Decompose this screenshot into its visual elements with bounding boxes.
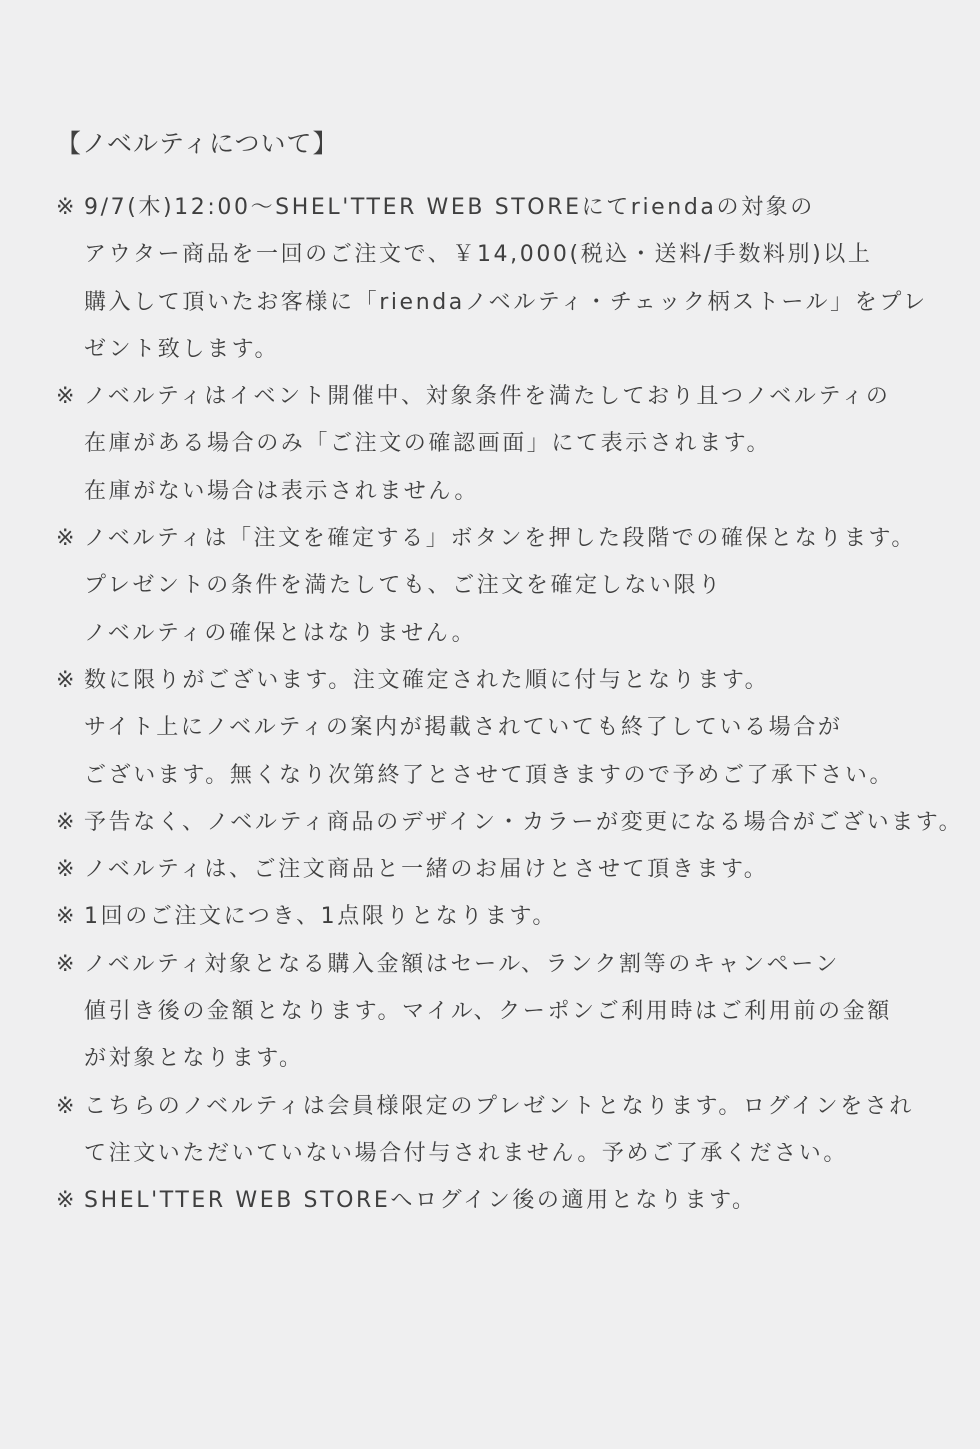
- note-mark: ※: [56, 526, 75, 552]
- notice-line: て注文いただいていない場合付与されません。予めご了承ください。: [84, 1140, 848, 1166]
- notice-line: 予告なく、ノベルティ商品のデザイン・カラーが変更になる場合がございます。: [84, 809, 964, 835]
- note-mark: ※: [56, 857, 75, 883]
- note-mark: ※: [56, 195, 75, 220]
- notice-item: [56, 184, 950, 373]
- note-mark: ※: [56, 809, 75, 835]
- notice-item-text: [84, 1177, 757, 1224]
- notice-line: ございます。無くなり次第終了とさせて頂きますので予めご了承下さい。: [84, 762, 895, 788]
- notice-item: [56, 941, 950, 1083]
- notice-line: ノベルティの確保とはなりません。: [84, 620, 477, 646]
- notice-line: ノベルティは、ご注文商品と一緒のお届けとさせて頂きます。: [84, 857, 769, 883]
- note-mark: ※: [56, 951, 75, 977]
- notice-list: [56, 184, 964, 1225]
- notice-item-text: [84, 515, 916, 657]
- notice-item: [56, 515, 950, 657]
- notice-line: こちらのノベルティは会員様限定のプレゼントとなります。ログインをされ: [84, 1093, 915, 1119]
- notice-item: [56, 373, 950, 515]
- notice-item: [56, 846, 950, 893]
- notice-item-text: [84, 799, 963, 846]
- notice-item-text: [84, 893, 557, 940]
- notice-item: [56, 1083, 950, 1178]
- notice-item-text: [84, 373, 891, 515]
- note-mark: ※: [56, 1188, 75, 1214]
- note-mark: ※: [56, 904, 75, 930]
- notice-line: 数に限りがございます。注文確定された順に付与となります。: [84, 667, 770, 693]
- notice-line: プレゼントの条件を満たしても、ご注文を確定しない限り: [84, 573, 723, 599]
- notice-line: 購入して頂いたお客様に「riendaノベルティ・チェック柄ストール」をプレ: [84, 289, 928, 315]
- notice-item: [56, 1177, 950, 1224]
- notice-line: 値引き後の金額となります。マイル、クーポンご利用時はご利用前の金額: [84, 999, 892, 1025]
- notice-line: 在庫がない場合は表示されません。: [84, 478, 479, 504]
- notice-item-text: [84, 184, 928, 373]
- notice-item-text: [84, 846, 768, 893]
- notice-line: ノベルティ対象となる購入金額はセール、ランク割等のキャンペーン: [84, 951, 841, 977]
- note-mark: ※: [56, 667, 75, 693]
- notice-line: が対象となります。: [84, 1046, 304, 1072]
- notice-line: ゼント致します。: [84, 336, 280, 362]
- notice-line: サイト上にノベルティの案内が掲載されていても終了している場合が: [84, 715, 843, 741]
- notice-item: [56, 657, 950, 799]
- notice-item-text: [84, 657, 894, 799]
- note-mark: ※: [56, 384, 75, 410]
- notice-item-text: [84, 941, 892, 1083]
- notice-line: ノベルティは「注文を確定する」ボタンを押した段階での確保となります。: [84, 526, 917, 552]
- notice-line: ノベルティはイベント開催中、対象条件を満たしており且つノベルティの: [84, 384, 891, 410]
- notice-heading: 【ノベルティについて】: [56, 129, 339, 158]
- notice-item-text: [84, 1083, 914, 1178]
- notice-line: 在庫がある場合のみ「ご注文の確認画面」にて表示されます。: [84, 431, 772, 457]
- notice-line: 1回のご注文につき、1点限りとなります。: [84, 904, 557, 930]
- notice-line: 9/7(木)12:00〜SHEL'TTER WEB STOREにてriendaの対象の: [84, 195, 815, 220]
- notice-line: アウター商品を一回のご注文で、￥14,000(税込・送料/手数料別)以上: [84, 242, 873, 268]
- notice-item: [56, 799, 964, 846]
- notice-line: SHEL'TTER WEB STOREへログイン後の適用となります。: [84, 1188, 757, 1214]
- notice-item: [56, 893, 950, 940]
- note-mark: ※: [56, 1093, 75, 1119]
